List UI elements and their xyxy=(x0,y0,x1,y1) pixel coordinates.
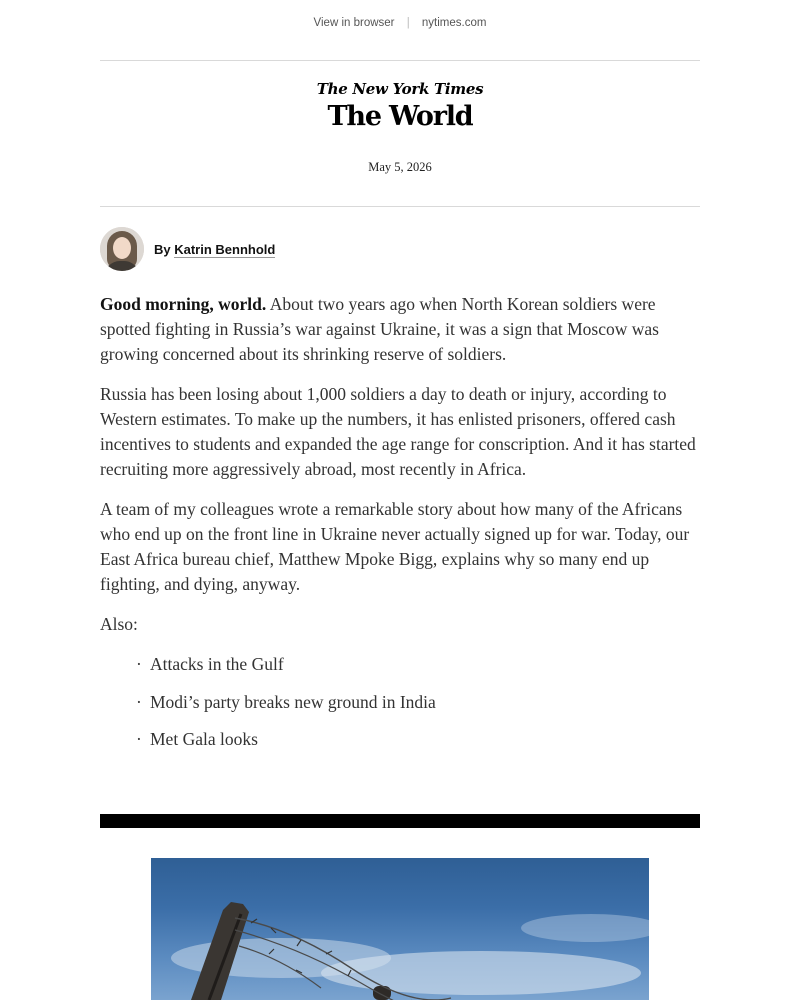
byline xyxy=(100,227,275,271)
newsletter-title: The World xyxy=(327,101,473,132)
paragraph-1 xyxy=(100,292,700,367)
nytimes-link[interactable]: nytimes.com xyxy=(421,17,487,29)
bullet: · xyxy=(136,691,142,712)
author-link[interactable]: Katrin Bennhold xyxy=(174,241,276,257)
nyt-logo[interactable]: The New York Times xyxy=(316,80,484,98)
paragraph-3: A team of my colleagues wrote a remarkable story about how many of the Africans who end up on the front line in Ukraine never actually signed up for war. Today, our East Africa bureau chief, Matthew Mpoke Bigg, explains why so many end up fighting, and dying, anyway. xyxy=(100,499,690,594)
list-item[interactable] xyxy=(136,727,700,752)
also-label: Also: xyxy=(100,614,138,634)
list-item[interactable] xyxy=(136,690,700,715)
list-item-text: Attacks in the Gulf xyxy=(150,654,284,674)
byline-prefix: By xyxy=(154,241,175,257)
article-body xyxy=(100,292,700,765)
masthead-divider xyxy=(100,206,700,207)
bullet: · xyxy=(136,654,142,674)
top-links xyxy=(0,17,800,29)
also-list xyxy=(100,652,700,752)
author-avatar xyxy=(100,227,144,271)
barbed-wire-fence-image xyxy=(151,858,649,1000)
list-item-text: Met Gala looks xyxy=(150,729,258,749)
paragraph-2: Russia has been losing about 1,000 soldiers a day to death or injury, according to Western estimates. To make up the numbers, it has enlisted prisoners, offered cash incentives to students and expanded the age range for conscription. And it has started recruiting more aggressively abroad, most recently in Africa. xyxy=(100,384,696,479)
issue-date: May 5, 2026 xyxy=(368,160,432,174)
list-item-text: Modi’s party breaks new ground in India xyxy=(150,691,436,712)
top-divider xyxy=(100,60,700,61)
byline-text xyxy=(154,242,275,257)
lead-photo[interactable] xyxy=(151,858,649,1000)
link-separator: | xyxy=(406,17,410,29)
paragraph-1-text: About two years ago when North Korean soldiers were spotted fighting in Russia’s war against Ukraine, it was a sign that Moscow was growing concerned about its shrinking reserve of soldiers. xyxy=(100,294,659,364)
bullet: · xyxy=(136,729,142,749)
greeting: Good morning, world. xyxy=(100,294,267,314)
view-in-browser-link[interactable]: View in browser xyxy=(313,17,395,29)
section-divider-bar xyxy=(100,814,700,828)
list-item[interactable] xyxy=(136,652,700,677)
